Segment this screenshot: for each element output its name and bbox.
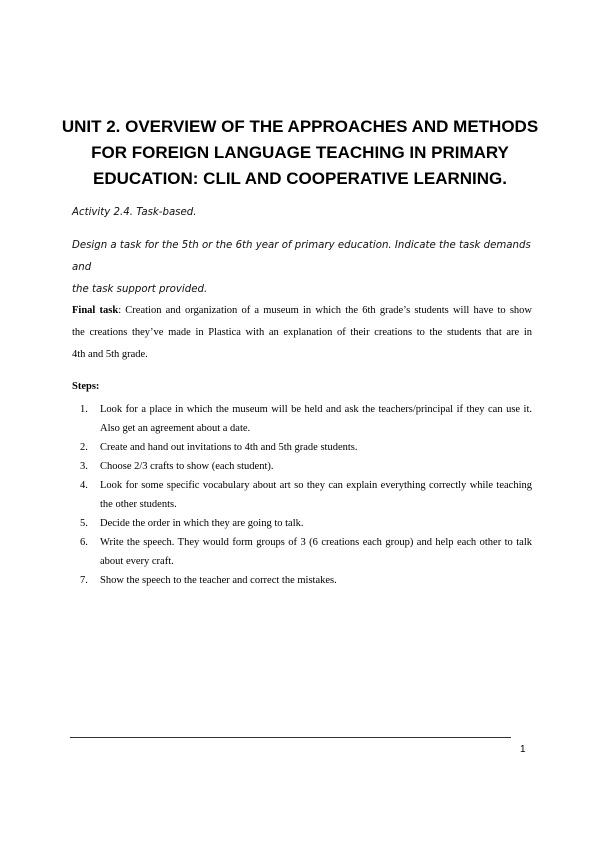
step-number: 5. <box>80 518 88 529</box>
step-number: 1. <box>80 404 88 415</box>
list-item <box>72 533 532 571</box>
step-number: 7. <box>80 575 88 586</box>
activity-heading: Activity 2.4. Task-based. <box>72 207 197 218</box>
unit-title-line-2: FOR FOREIGN LANGUAGE TEACHING IN PRIMARY <box>91 143 509 162</box>
task-instructions-line-2: the task support provided. <box>72 284 208 295</box>
steps-list <box>72 400 532 590</box>
steps-heading: Steps: <box>72 381 100 392</box>
list-item <box>72 438 532 457</box>
footer-divider <box>70 737 511 738</box>
page-number: 1 <box>520 744 526 755</box>
list-item <box>72 400 532 438</box>
list-item <box>72 571 532 590</box>
final-task-label: Final task <box>72 305 119 316</box>
unit-title-line-1: UNIT 2. OVERVIEW OF THE APPROACHES AND METHODS <box>61 117 539 136</box>
step-text: Create and hand out invitations to 4th and 5th grade students. <box>100 442 358 453</box>
final-task-line-1 <box>72 300 532 322</box>
step-text: Write the speech. They would form groups of 3 (6 creations each group) and help each other to talk about every craft. <box>100 537 532 567</box>
final-task-line-2: the creations they’ve made in Plastica with an explanation of their creations to the students that are in <box>72 327 532 338</box>
unit-title <box>60 114 540 192</box>
list-item <box>72 457 532 476</box>
task-instructions-line-1: Design a task for the 5th or the 6th year of primary education. Indicate the task demands and <box>72 240 531 273</box>
unit-title-line-3: EDUCATION: CLIL AND COOPERATIVE LEARNING. <box>93 169 507 188</box>
step-number: 3. <box>80 461 88 472</box>
step-text: Choose 2/3 crafts to show (each student). <box>100 461 274 472</box>
step-text: Look for a place in which the museum will be held and ask the teachers/principal if they can use it. Also get an agreement about a date. <box>100 404 532 434</box>
step-number: 6. <box>80 537 88 548</box>
step-text: Show the speech to the teacher and correct the mistakes. <box>100 575 337 586</box>
final-task-paragraph <box>72 300 532 366</box>
step-number: 4. <box>80 480 88 491</box>
task-instructions <box>72 235 542 301</box>
list-item <box>72 514 532 533</box>
step-text: Look for some specific vocabulary about art so they can explain everything correctly while teaching the other students. <box>100 480 532 510</box>
final-task-text-1: : Creation and organization of a museum in which the 6th grade’s students will have to show <box>118 305 532 316</box>
list-item <box>72 476 532 514</box>
step-text: Decide the order in which they are going to talk. <box>100 518 304 529</box>
step-number: 2. <box>80 442 88 453</box>
final-task-line-3: 4th and 5th grade. <box>72 349 148 360</box>
